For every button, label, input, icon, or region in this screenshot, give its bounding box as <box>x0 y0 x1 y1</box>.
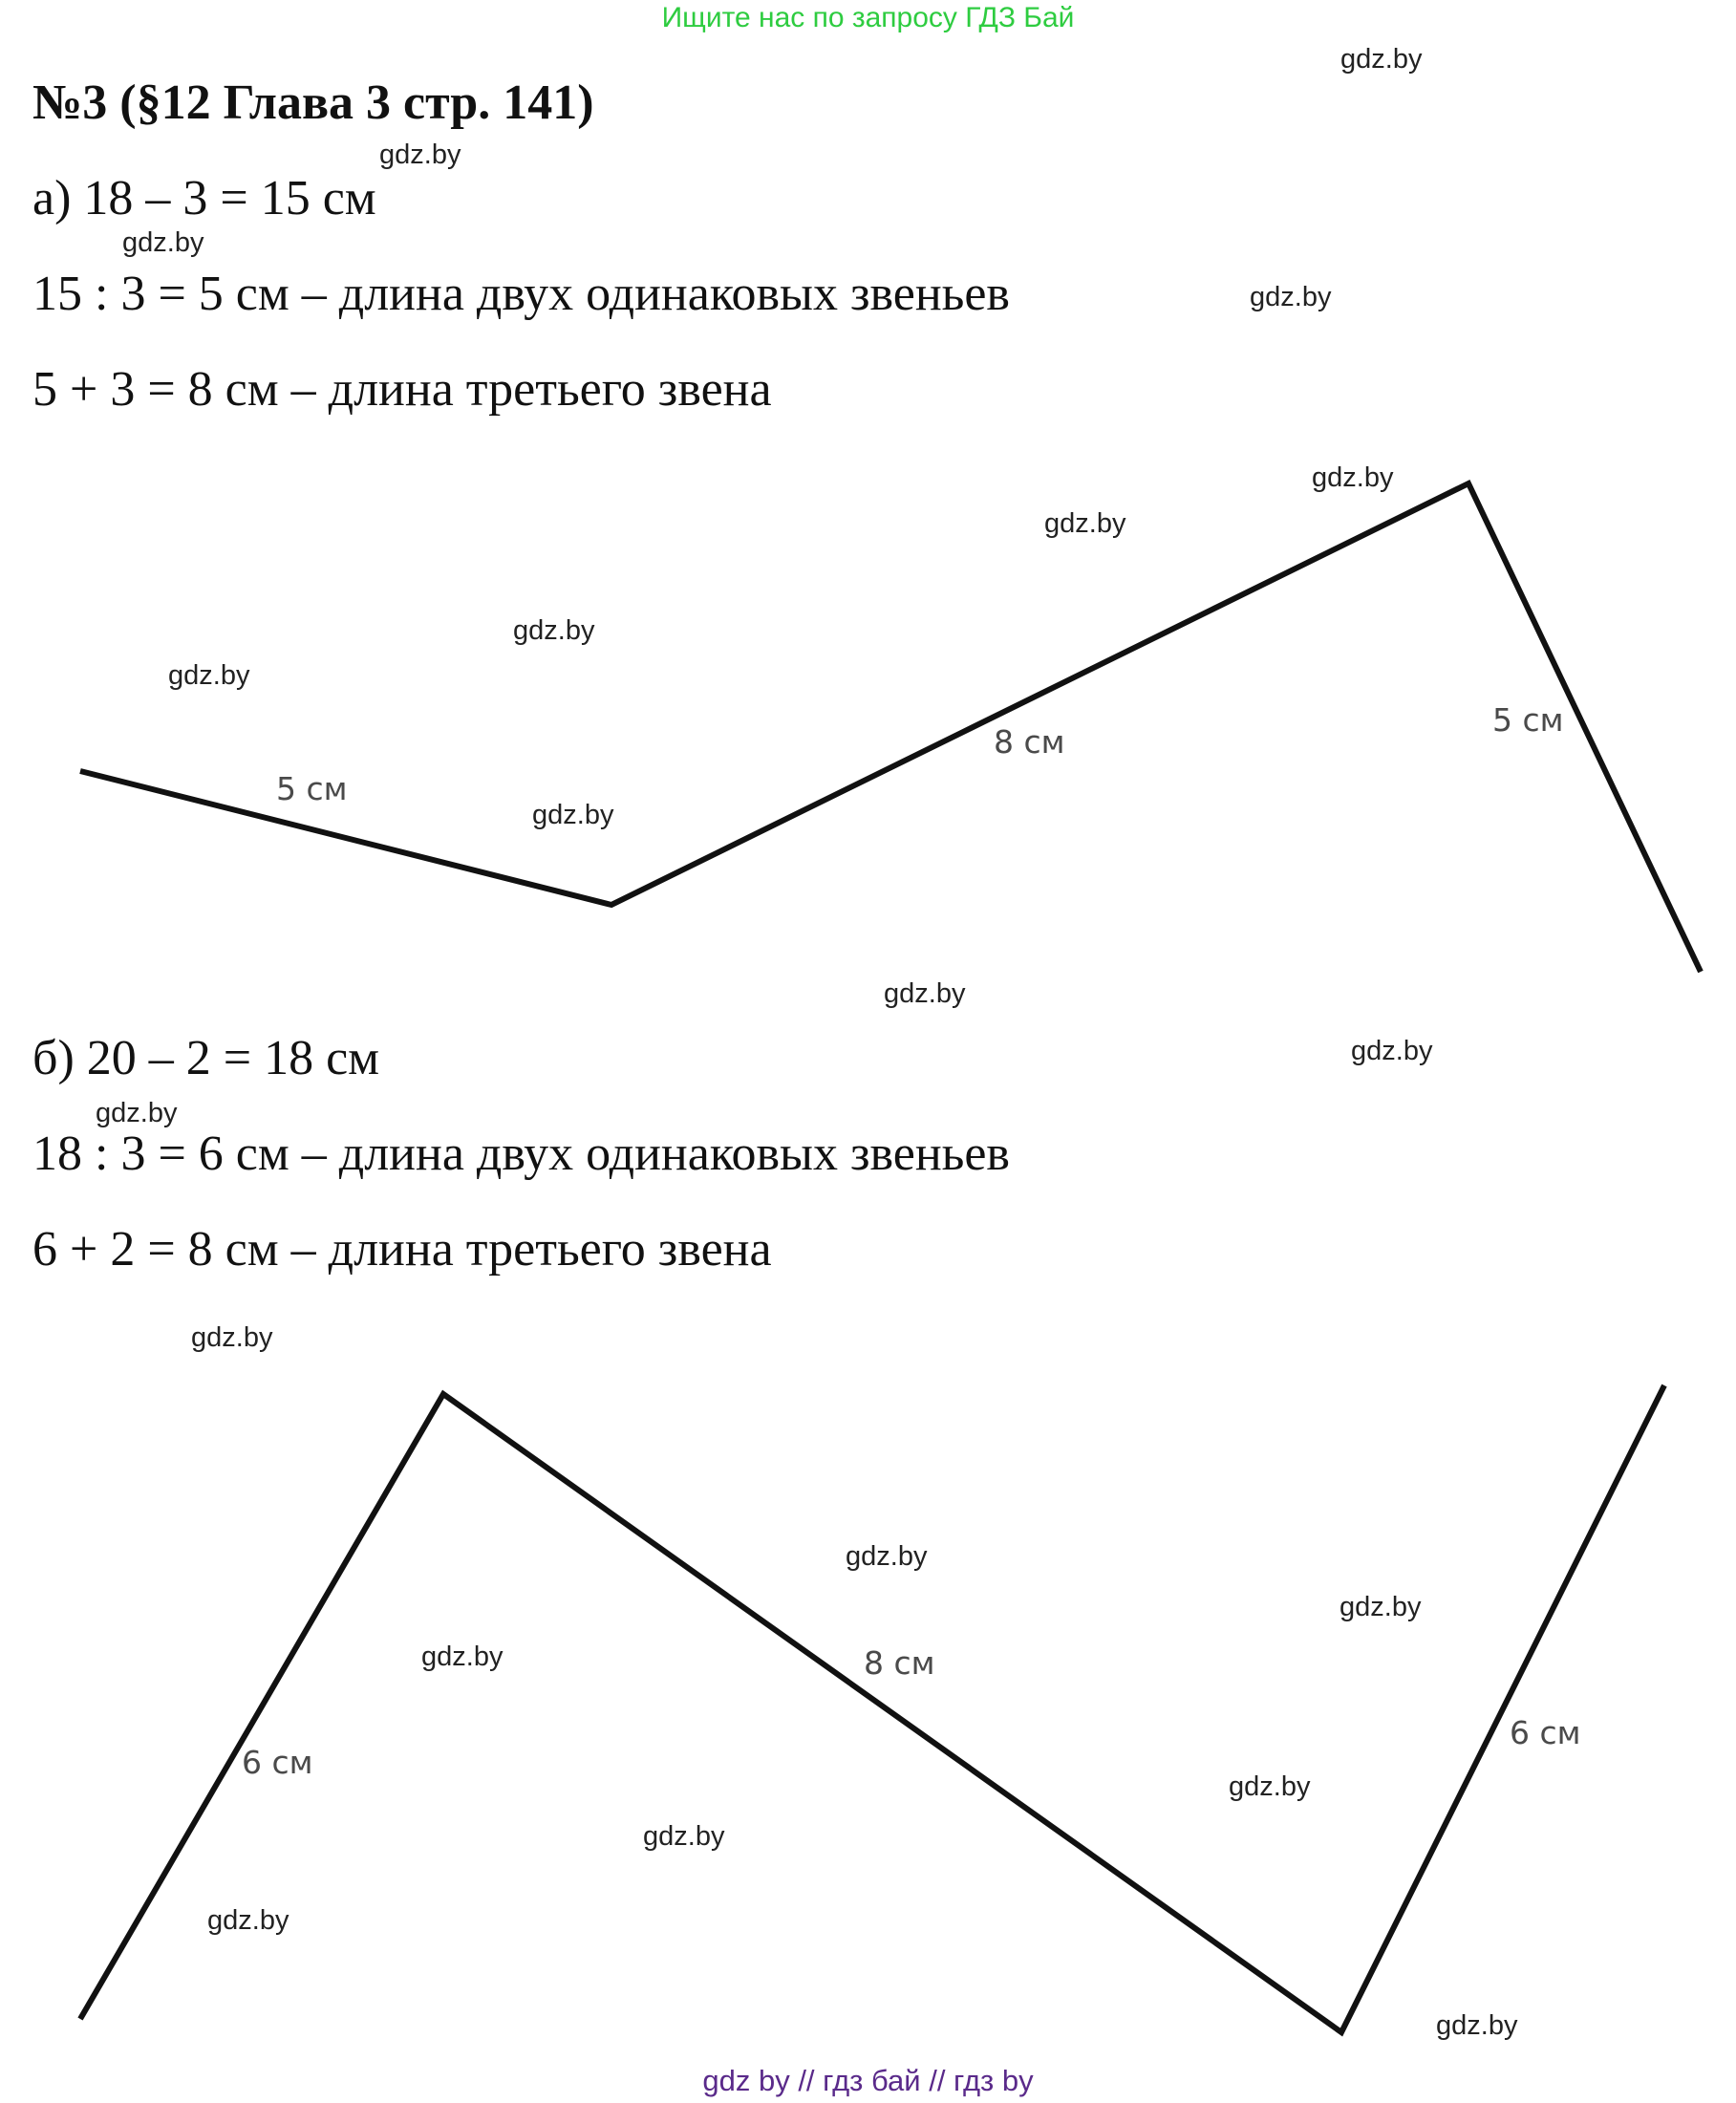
footer-links[interactable]: gdz by // гдз бай // гдз by <box>702 2064 1034 2097</box>
watermark: gdz.by <box>1340 44 1423 75</box>
watermark: gdz.by <box>846 1541 928 1572</box>
watermark: gdz.by <box>884 978 966 1009</box>
page-title: №3 (§12 Глава 3 стр. 141) <box>32 75 594 130</box>
watermark: gdz.by <box>421 1642 504 1672</box>
watermark: gdz.by <box>1044 508 1126 539</box>
part-a-segment-label-2: 8 см <box>994 723 1065 761</box>
watermark: gdz.by <box>96 1098 178 1128</box>
watermark: gdz.by <box>122 227 204 258</box>
watermark: gdz.by <box>1229 1771 1311 1802</box>
part-b-line-1: б) 20 – 2 = 18 см <box>32 1031 380 1085</box>
watermark: gdz.by <box>1351 1036 1433 1066</box>
part-a-line-2: 15 : 3 = 5 см – длина двух одинаковых звеньев <box>32 267 1010 321</box>
watermark: gdz.by <box>191 1322 273 1353</box>
watermark: gdz.by <box>1250 282 1332 312</box>
part-a-segment-label-3: 5 см <box>1492 701 1564 739</box>
top-banner[interactable]: Ищите нас по запросу ГДЗ Бай <box>661 2 1075 33</box>
part-a-line-1: а) 18 – 3 = 15 см <box>32 171 376 225</box>
part-a-segment-label-1: 5 см <box>276 770 348 807</box>
part-b-line-2: 18 : 3 = 6 см – длина двух одинаковых звеньев <box>32 1127 1010 1181</box>
watermark: gdz.by <box>513 615 595 646</box>
part-a-line-3: 5 + 3 = 8 см – длина третьего звена <box>32 362 772 417</box>
watermark: gdz.by <box>207 1905 289 1936</box>
watermark: gdz.by <box>1340 1592 1422 1622</box>
part-b-polyline <box>80 1385 1664 2032</box>
part-b-segment-label-3: 6 см <box>1510 1714 1581 1751</box>
watermark: gdz.by <box>168 660 250 691</box>
part-b-segment-label-2: 8 см <box>864 1644 935 1682</box>
watermark: gdz.by <box>643 1821 725 1852</box>
part-b-segment-label-1: 6 см <box>242 1744 313 1781</box>
watermark: gdz.by <box>1436 2010 1518 2041</box>
watermark: gdz.by <box>379 139 461 170</box>
part-b-line-3: 6 + 2 = 8 см – длина третьего звена <box>32 1222 772 1277</box>
watermark: gdz.by <box>1312 462 1394 493</box>
watermark: gdz.by <box>532 800 614 830</box>
